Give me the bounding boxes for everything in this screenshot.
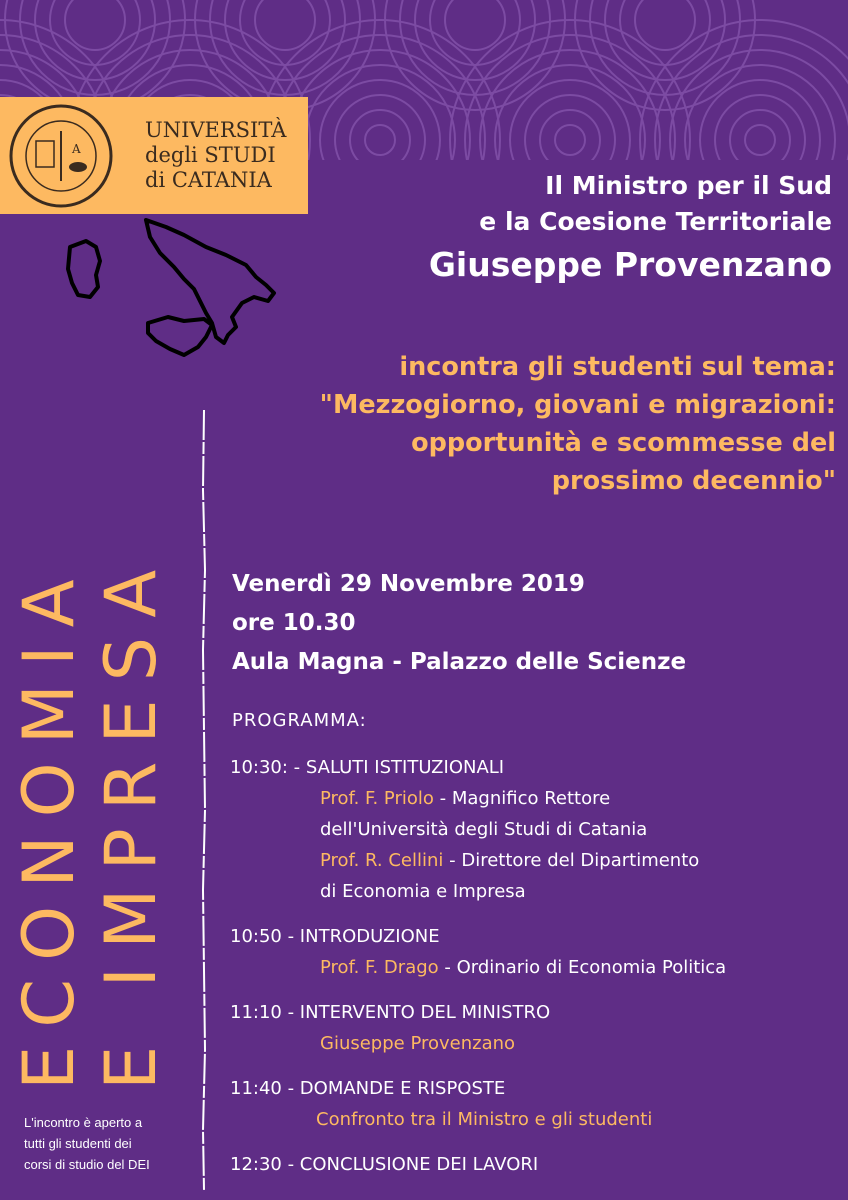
attendance-note xyxy=(24,1112,204,1175)
program-item xyxy=(230,752,840,907)
south-italy-map-icon xyxy=(56,205,286,365)
program-item xyxy=(230,997,840,1059)
event-details xyxy=(232,565,832,682)
event-place: Aula Magna - Palazzo delle Scienze xyxy=(232,649,687,675)
speaker-role: - Ordinario di Economia Politica xyxy=(438,957,727,978)
svg-text:A: A xyxy=(72,142,81,156)
program-item-title: 10:30: - SALUTI ISTITUZIONALI xyxy=(230,757,505,778)
university-name-line3: di CATANIA xyxy=(145,168,272,192)
programma-heading: PROGRAMMA: xyxy=(232,710,367,731)
topic-line1: incontra gli studenti sul tema: xyxy=(399,352,836,382)
university-name-line1: UNIVERSITÀ xyxy=(145,118,287,142)
speaker-role: - Direttore del Dipartimento xyxy=(443,850,700,871)
university-logo xyxy=(0,97,308,214)
minister-title-line1: Il Ministro per il Sud xyxy=(545,171,832,200)
program-item-title: 11:10 - INTERVENTO DEL MINISTRO xyxy=(230,1002,551,1023)
program-speaker-line xyxy=(230,845,840,876)
university-name-line2: degli STUDI xyxy=(145,143,276,167)
program-speaker-line xyxy=(230,783,840,814)
note-line3: corsi di studio del DEI xyxy=(24,1157,150,1172)
department-title-line2: E IMPRESA xyxy=(90,551,172,1090)
event-date: Venerdì 29 Novembre 2019 xyxy=(232,571,585,597)
program-item-subtitle: Confronto tra il Ministro e gli studenti xyxy=(316,1109,653,1130)
speaker-role-continued: di Economia e Impresa xyxy=(320,881,526,902)
program-item xyxy=(230,921,840,983)
topic-block xyxy=(236,348,836,500)
speaker-name: Prof. F. Drago xyxy=(320,957,439,978)
program-item-title: 12:30 - CONCLUSIONE DEI LAVORI xyxy=(230,1154,539,1175)
topic-line4: prossimo decennio" xyxy=(551,466,836,496)
speaker-name: Prof. R. Cellini xyxy=(320,850,444,871)
speaker-name: Prof. F. Priolo xyxy=(320,788,434,809)
program-item xyxy=(230,1149,840,1180)
university-seal-icon xyxy=(6,101,116,211)
department-vertical-title xyxy=(8,470,188,1090)
university-name xyxy=(145,118,295,193)
program-speaker-line xyxy=(230,952,840,983)
program-schedule xyxy=(230,752,840,1194)
minister-heading xyxy=(332,168,832,288)
speaker-role-continued: dell'Università degli Studi di Catania xyxy=(320,819,648,840)
minister-name: Giuseppe Provenzano xyxy=(428,245,832,284)
program-item-subtitle: Giuseppe Provenzano xyxy=(320,1033,516,1054)
program-item-title: 10:50 - INTRODUZIONE xyxy=(230,926,440,947)
topic-line3: opportunità e scommesse del xyxy=(411,428,836,458)
event-time: ore 10.30 xyxy=(232,610,356,636)
department-title-line1: ECONOMIA xyxy=(8,561,90,1090)
note-line2: tutti gli studenti dei xyxy=(24,1136,132,1151)
note-line1: L'incontro è aperto a xyxy=(24,1115,143,1130)
topic-line2: "Mezzogiorno, giovani e migrazioni: xyxy=(319,390,836,420)
minister-title-line2: e la Coesione Territoriale xyxy=(479,207,832,236)
speaker-role: - Magnifico Rettore xyxy=(433,788,611,809)
vertical-divider xyxy=(201,410,207,1190)
program-item-title: 11:40 - DOMANDE E RISPOSTE xyxy=(230,1078,506,1099)
program-item xyxy=(230,1073,840,1135)
